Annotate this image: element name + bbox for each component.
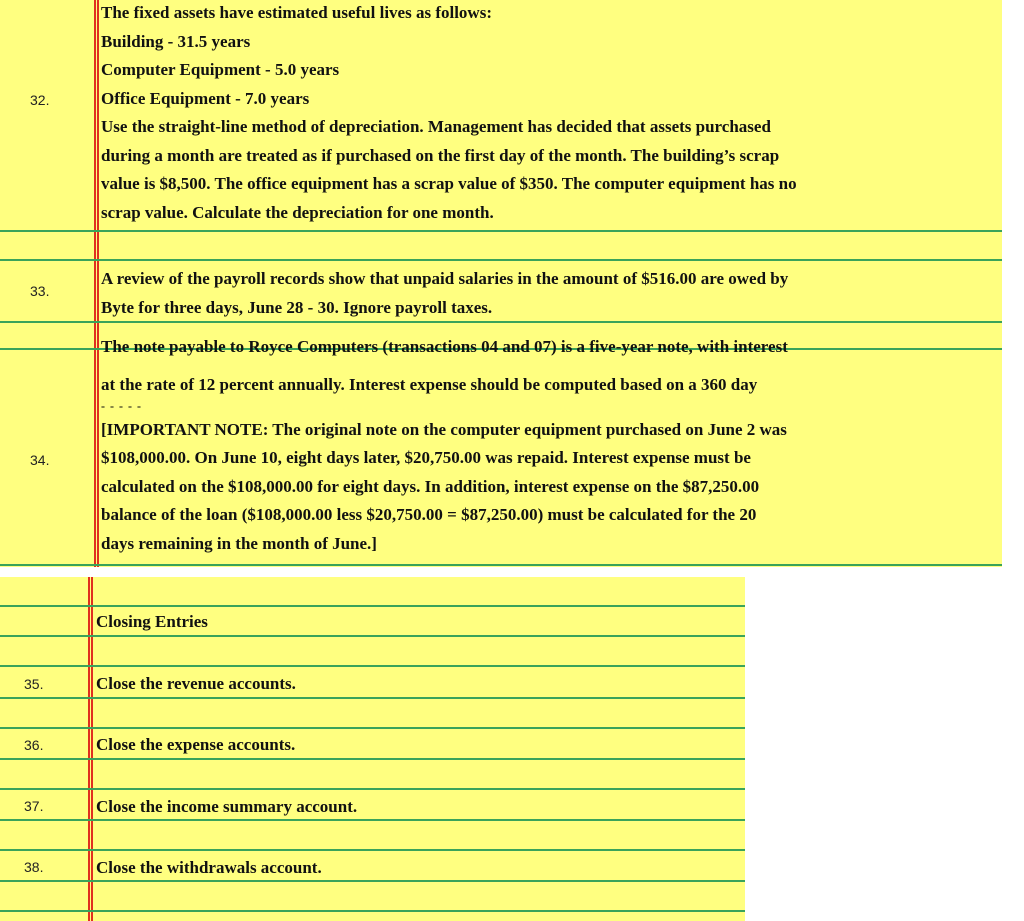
text-line: during a month are treated as if purchased on the first day of the month. The building’s scrap [101, 145, 780, 165]
text-line: A review of the payroll records show that unpaid salaries in the amount of $516.00 are owed by [101, 269, 789, 288]
row-rule [0, 727, 745, 729]
row-rule [0, 819, 745, 821]
text-line: The fixed assets have estimated useful lives as follows: [101, 3, 492, 22]
text-line: scrap value. Calculate the depreciation for one month. [101, 202, 494, 222]
item-number: 37. [24, 798, 44, 814]
text-line: Byte for three days, June 28 - 30. Ignore payroll taxes. [101, 297, 493, 317]
item-number: 38. [24, 859, 44, 875]
item-38-text: Close the withdrawals account. [96, 858, 322, 877]
row-rule [0, 605, 745, 607]
row-rule [0, 665, 745, 667]
item-number: 35. [24, 676, 44, 692]
item-34-text [101, 371, 787, 558]
row-rule [0, 564, 1002, 566]
text-line: Computer Equipment - 5.0 years [101, 60, 340, 79]
item-35-text: Close the revenue accounts. [96, 674, 296, 693]
bottom-sheet [0, 577, 745, 921]
item-number: 34. [30, 452, 50, 468]
row-rule [0, 910, 745, 912]
text-line: $108,000.00. On June 10, eight days later, $20,750.00 was repaid. Interest expense must be [101, 448, 751, 467]
text-line: Use the straight-line method of depreciation. Management has decided that assets purchased [101, 117, 771, 136]
item-number: 36. [24, 737, 44, 753]
text-line: - - - - - [101, 398, 142, 413]
item-number: 32. [30, 92, 50, 108]
margin-line [94, 0, 96, 567]
row-rule [0, 880, 745, 882]
closing-entries-heading: Closing Entries [96, 612, 208, 631]
item-32-text [101, 0, 797, 227]
item-37-text: Close the income summary account. [96, 797, 358, 816]
row-rule [0, 849, 745, 851]
text-line: at the rate of 12 percent annually. Interest expense should be computed based on a 360 day [101, 375, 758, 394]
text-line: days remaining in the month of June.] [101, 533, 377, 553]
margin-line [88, 577, 90, 921]
row-rule [0, 321, 1002, 323]
margin-line [97, 0, 99, 567]
item-number: 33. [30, 283, 50, 299]
row-rule [0, 758, 745, 760]
margin-line [91, 577, 93, 921]
text-line: Office Equipment - 7.0 years [101, 88, 310, 108]
item-36-text: Close the expense accounts. [96, 735, 296, 754]
text-line: value is $8,500. The office equipment has a scrap value of $350. The computer equipment has no [101, 174, 797, 193]
item-33-text [101, 265, 788, 322]
text-line: calculated on the $108,000.00 for eight days. In addition, interest expense on the $87,250.00 [101, 476, 760, 496]
row-rule [0, 788, 745, 790]
text-line: balance of the loan ($108,000.00 less $20,750.00 = $87,250.00) must be calculated for the 20 [101, 505, 757, 524]
row-rule [0, 230, 1002, 232]
cut-off-line [101, 337, 1001, 366]
row-rule [0, 697, 745, 699]
row-rule [0, 259, 1002, 261]
row-rule [0, 635, 745, 637]
text-line: [IMPORTANT NOTE: The original note on the computer equipment purchased on June 2 was [101, 419, 787, 439]
text-line: The note payable to Royce Computers (transactions 04 and 07) is a five-year note, with interest [101, 337, 788, 356]
text-line: Building - 31.5 years [101, 31, 251, 51]
